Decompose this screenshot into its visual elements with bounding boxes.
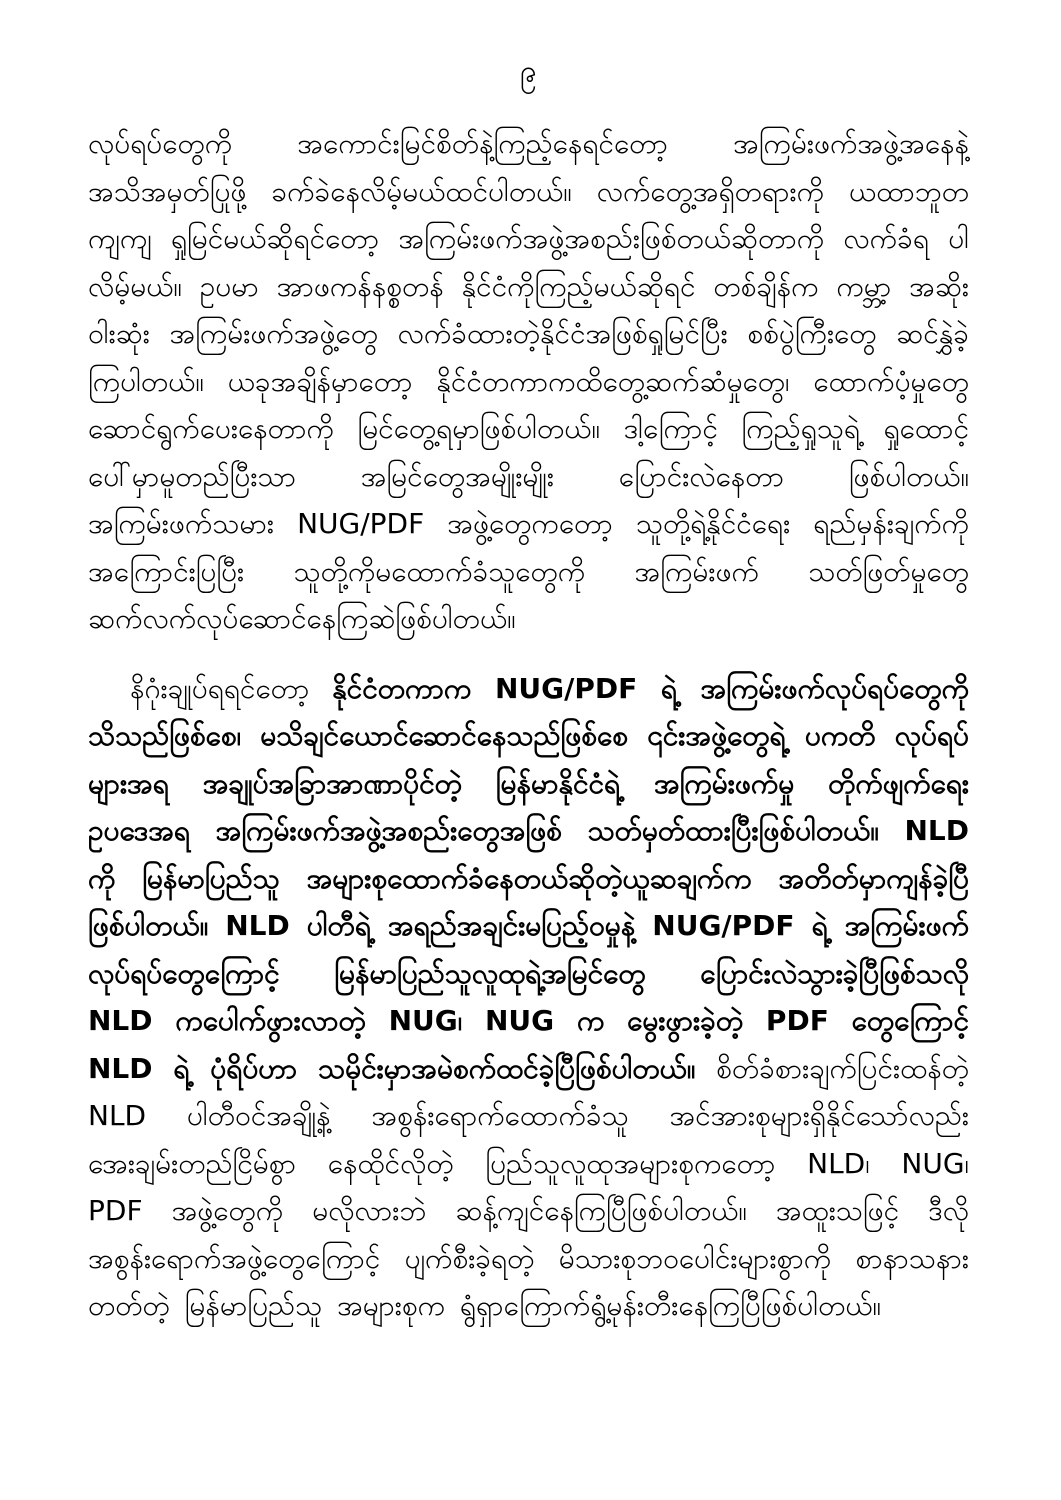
paragraph-1 <box>88 120 969 643</box>
paragraph-2-lead-text: နိဂုံးချုပ်ရရင်တော့ <box>130 671 333 705</box>
paragraph-2 <box>88 665 969 1330</box>
paragraph-1-text: လုပ်ရပ်တွေကို အကောင်းမြင်စိတ်နဲ့ကြည့်နေရင်တော့ အကြမ်းဖက်အဖွဲ့အနေနဲ့ အသိအမှတ်ပြုဖို့ ခက်ခဲနေလိမ့်မယ်ထင်ပါတယ်။ လက်တွေ့အရှိတရားကို ယထာဘူတ ကျကျ ရှုမြင်မယ်ဆိုရင်တော့ အကြမ်းဖက်အဖွဲ့အစည်းဖြစ်တယ်ဆိုတာကို လက်ခံရ ပါလိမ့်မယ်။ ဥပမာ အာဖကန်နစ္စတန် နိုင်ငံကိုကြည့်မယ်ဆိုရင် တစ်ချိန်က ကမ္ဘာ့ အဆိုးဝါးဆုံး အကြမ်းဖက်အဖွဲ့တွေ လက်ခံထားတဲ့နိုင်ငံအဖြစ်ရှုမြင်ပြီး စစ်ပွဲကြီးတွေ ဆင်နွှဲခဲ့ကြပါတယ်။ ယခုအချိန်မှာတော့ နိုင်ငံတကာကထိတွေ့ဆက်ဆံမှုတွေ၊ ထောက်ပံ့မှုတွေ ဆောင်ရွက်ပေးနေတာကို မြင်တွေ့ရမှာဖြစ်ပါတယ်။ ဒါ့ကြောင့် ကြည့်ရှုသူရဲ့ ရှုထောင့်ပေါ်မှာမူတည်ပြီးသာ အမြင်တွေအမျိုးမျိုး ပြောင်းလဲနေတာ ဖြစ်ပါတယ်။ အကြမ်းဖက်သမား NUG/PDF အဖွဲ့တွေကတော့ သူတို့ရဲ့နိုင်ငံရေး ရည်မှန်းချက်ကို အကြောင်းပြပြီး သူတို့ကိုမထောက်ခံသူတွေကို အကြမ်းဖက် သတ်ဖြတ်မှုတွေ ဆက်လက်လုပ်ဆောင်နေကြဆဲဖြစ်ပါတယ်။ <box>88 127 969 635</box>
paragraph-2-bold-text: နိုင်ငံတကာက NUG/PDF ရဲ့ အကြမ်းဖက်လုပ်ရပ်တွေကို သိသည်ဖြစ်စေ၊ မသိချင်ယောင်ဆောင်နေသည်ဖြစ်စေ ၎င်းအဖွဲ့တွေရဲ့ ပကတိ လုပ်ရပ်များအရ အချုပ်အခြာအာဏာပိုင်တဲ့ မြန်မာနိုင်ငံရဲ့ အကြမ်းဖက်မှု တိုက်ဖျက်ရေး ဥပဒေအရ အကြမ်းဖက်အဖွဲ့အစည်းတွေအဖြစ် သတ်မှတ်ထားပြီးဖြစ်ပါတယ်။ NLD ကို မြန်မာပြည်သူ အများစုထောက်ခံနေတယ်ဆိုတဲ့ယူဆချက်က အတိတ်မှာကျန်ခဲ့ပြီ ဖြစ်ပါတယ်။ NLD ပါတီရဲ့ အရည်အချင်းမပြည့်ဝမှုနဲ့ NUG/PDF ရဲ့ အကြမ်းဖက် လုပ်ရပ်တွေကြောင့် မြန်မာပြည်သူလူထုရဲ့အမြင်တွေ ပြောင်းလဲသွားခဲ့ပြီဖြစ်သလို NLD ကပေါက်ဖွားလာတဲ့ NUG၊ NUG က မွေးဖွားခဲ့တဲ့ PDF တွေကြောင့် NLD ရဲ့ ပုံရိပ်ဟာ သမိုင်းမှာအမဲစက်ထင်ခဲ့ပြီဖြစ်ပါတယ်။ <box>88 671 969 1085</box>
paragraph-2-tail-text: စိတ်ခံစားချက်ပြင်းထန်တဲ့ NLD ပါတီဝင်အချို့နဲ့ အစွန်းရောက်ထောက်ခံသူ အင်အားစုများရှိနိုင်သော်လည်း အေးချမ်းတည်ငြိမ်စွာ နေထိုင်လိုတဲ့ ပြည်သူလူထုအများစုကတော့ NLD၊ NUG၊ PDF အဖွဲ့တွေကို မလိုလားဘဲ ဆန့်ကျင်နေကြပြီဖြစ်ပါတယ်။ အထူးသဖြင့် ဒီလိုအစွန်းရောက်အဖွဲ့တွေကြောင့် ပျက်စီးခဲ့ရတဲ့ မိသားစုဘဝပေါင်းများစွာကို စာနာသနားတတ်တဲ့ မြန်မာပြည်သူ အများစုက ရွံရှာကြောက်ရွံ့မုန်းတီးနေကြပြီဖြစ်ပါတယ်။ <box>88 1051 969 1322</box>
page-number: ၉ <box>520 54 537 89</box>
